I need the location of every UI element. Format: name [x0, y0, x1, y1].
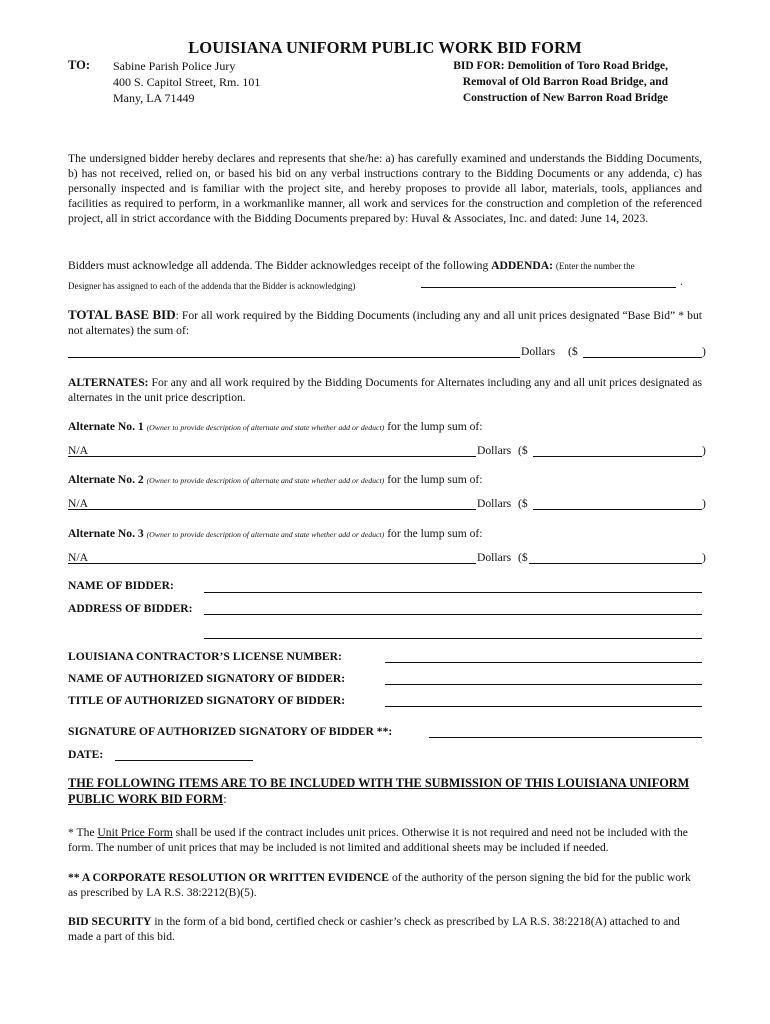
alternate-2-label: Alternate No. 2 — [68, 473, 144, 486]
bid-for-line: Removal of Old Barron Road Bridge, and — [462, 76, 668, 88]
bid-security-text: in the form of a bid bond, certified check or cashier’s check as prescribed by LA R.S. 38:2218(A) attached to and made a part of this bid. — [68, 915, 680, 943]
alternate-3-dollar-open: ($ — [518, 551, 528, 564]
addenda-period: . — [680, 275, 683, 288]
submission-items-heading — [68, 775, 698, 807]
address-of-bidder-line-2[interactable] — [204, 638, 702, 639]
alternate-3-note: (Owner to provide description of alternate and state whether add or deduct) — [146, 530, 385, 539]
name-of-bidder-line[interactable] — [204, 592, 702, 593]
alternate-1-suffix: for the lump sum of: — [387, 420, 483, 433]
submission-heading-text: THE FOLLOWING ITEMS ARE TO BE INCLUDED WITH THE SUBMISSION OF THIS LOUISIANA UNIFORM PUBLIC WORK BID FORM — [68, 776, 690, 806]
alternate-1-note: (Owner to provide description of alternate and state whether add or deduct) — [146, 423, 385, 432]
base-bid-paragraph — [68, 307, 702, 338]
unit-price-text: shall be used if the contract includes unit prices. Otherwise it is not required and need not be included with the form. The number of unit prices that may be included is not limited and additional sheets may be included if needed. — [68, 826, 688, 854]
alternate-3-close: ) — [702, 551, 706, 564]
address-of-bidder-label: ADDRESS OF BIDDER: — [68, 602, 193, 615]
address-of-bidder-line[interactable] — [204, 614, 702, 615]
intro-paragraph: The undersigned bidder hereby declares and represents that she/he: a) has carefully examined and understands the Bidding Documents, b) has not received, relied on, or based his bid on any verbal instructions contrary to the Bidding Documents or any addenda, c) has personally inspected and is familiar with the project site, and hereby proposes to provide all labor, materials, tools, appliances and facilities as required to perform, in a workmanlike manner, all work and services for the construction and completion of the referenced project, all in strict accordance with the Bidding Documents prepared by: Huval & Associates, Inc. and dated: June 14, 2023. — [68, 152, 702, 225]
unit-price-note — [68, 825, 702, 855]
alternate-2-close: ) — [702, 497, 706, 510]
alternate-3-dollars: Dollars — [477, 551, 512, 564]
alternate-1-amount-line[interactable] — [533, 456, 702, 457]
base-bid-words-line[interactable] — [68, 357, 520, 358]
alternate-1-words-line[interactable] — [68, 456, 476, 457]
bid-for-line: BID FOR: Demolition of Toro Road Bridge, — [453, 60, 668, 72]
license-number-label: LOUISIANA CONTRACTOR’S LICENSE NUMBER: — [68, 650, 342, 663]
name-of-bidder-label: NAME OF BIDDER: — [68, 579, 174, 592]
alternate-1-heading — [68, 420, 483, 433]
alternate-2-heading — [68, 473, 483, 486]
alternate-1-dollars: Dollars — [477, 444, 512, 457]
alternate-3-value: N/A — [68, 551, 88, 564]
alternate-3-words-line[interactable] — [68, 563, 476, 564]
to-label: TO: — [68, 58, 90, 72]
alternates-label: ALTERNATES: — [68, 376, 149, 389]
alternate-1-close: ) — [702, 444, 706, 457]
alternate-1-value: N/A — [68, 444, 88, 457]
alternate-2-dollar-open: ($ — [518, 497, 528, 510]
authorized-signature-label: SIGNATURE OF AUTHORIZED SIGNATORY OF BIDDER **: — [68, 725, 393, 738]
unit-price-prefix: * The — [68, 826, 98, 839]
corporate-resolution-text: of the authority of the person signing the bid for the public work as prescribed by LA R.S. 38:2212(B)(5). — [68, 871, 691, 899]
addenda-text: Bidders must acknowledge all addenda. The Bidder acknowledges receipt of the following — [68, 259, 489, 272]
corporate-resolution-note — [68, 870, 702, 900]
base-bid-dollar-open: ($ — [568, 345, 578, 358]
alternate-3-label: Alternate No. 3 — [68, 527, 144, 540]
addenda-label: ADDENDA: — [491, 259, 554, 272]
bid-for-line: Construction of New Barron Road Bridge — [462, 92, 668, 104]
alternate-2-amount-line[interactable] — [533, 509, 702, 510]
alternate-1-dollar-open: ($ — [518, 444, 528, 457]
base-bid-close: ) — [702, 345, 706, 358]
submission-heading-colon: : — [223, 792, 227, 806]
base-bid-label: TOTAL BASE BID — [68, 307, 176, 322]
alternate-1-label: Alternate No. 1 — [68, 420, 144, 433]
authorized-name-line[interactable] — [385, 684, 702, 685]
addenda-note-2: Designer has assigned to each of the addenda that the Bidder is acknowledging) — [68, 281, 356, 291]
bid-for-project — [453, 58, 668, 106]
base-bid-amount-line[interactable] — [583, 357, 702, 358]
alternates-text: For any and all work required by the Bidding Documents for Alternates including any and all unit prices designated as alternates in the unit price description. — [68, 376, 702, 404]
date-line[interactable] — [115, 760, 253, 761]
date-label: DATE: — [68, 748, 104, 761]
recipient-line: 400 S. Capitol Street, Rm. 101 — [113, 75, 261, 89]
authorized-name-label: NAME OF AUTHORIZED SIGNATORY OF BIDDER: — [68, 672, 346, 685]
form-title: LOUISIANA UNIFORM PUBLIC WORK BID FORM — [188, 38, 582, 57]
unit-price-form-link: Unit Price Form — [97, 826, 173, 839]
alternate-2-words-line[interactable] — [68, 509, 476, 510]
alternate-2-dollars: Dollars — [477, 497, 512, 510]
recipient-line: Sabine Parish Police Jury — [113, 59, 236, 73]
base-bid-text: : For all work required by the Bidding Documents (including any and all unit prices designated “Base Bid” * but not alternates) the sum of: — [68, 309, 702, 337]
base-bid-dollars: Dollars — [521, 345, 556, 358]
bid-security-label: BID SECURITY — [68, 915, 152, 928]
addenda-note: (Enter the number the — [555, 261, 635, 271]
alternates-paragraph — [68, 375, 702, 405]
authorized-title-line[interactable] — [385, 706, 702, 707]
addenda-paragraph — [68, 256, 702, 296]
recipient-address — [113, 58, 260, 106]
alternate-2-value: N/A — [68, 497, 88, 510]
addenda-input-line[interactable] — [421, 287, 676, 288]
alternate-3-suffix: for the lump sum of: — [387, 527, 483, 540]
alternate-3-heading — [68, 527, 483, 540]
alternate-2-note: (Owner to provide description of alternate and state whether add or deduct) — [146, 476, 385, 485]
alternate-3-amount-line[interactable] — [529, 563, 702, 564]
license-number-line[interactable] — [385, 662, 702, 663]
alternate-2-suffix: for the lump sum of: — [387, 473, 483, 486]
corporate-resolution-label: ** A CORPORATE RESOLUTION OR WRITTEN EVIDENCE — [68, 871, 390, 884]
bid-security-note — [68, 914, 702, 944]
recipient-line: Many, LA 71449 — [113, 91, 195, 105]
authorized-signature-line[interactable] — [429, 737, 702, 738]
authorized-title-label: TITLE OF AUTHORIZED SIGNATORY OF BIDDER: — [68, 694, 346, 707]
